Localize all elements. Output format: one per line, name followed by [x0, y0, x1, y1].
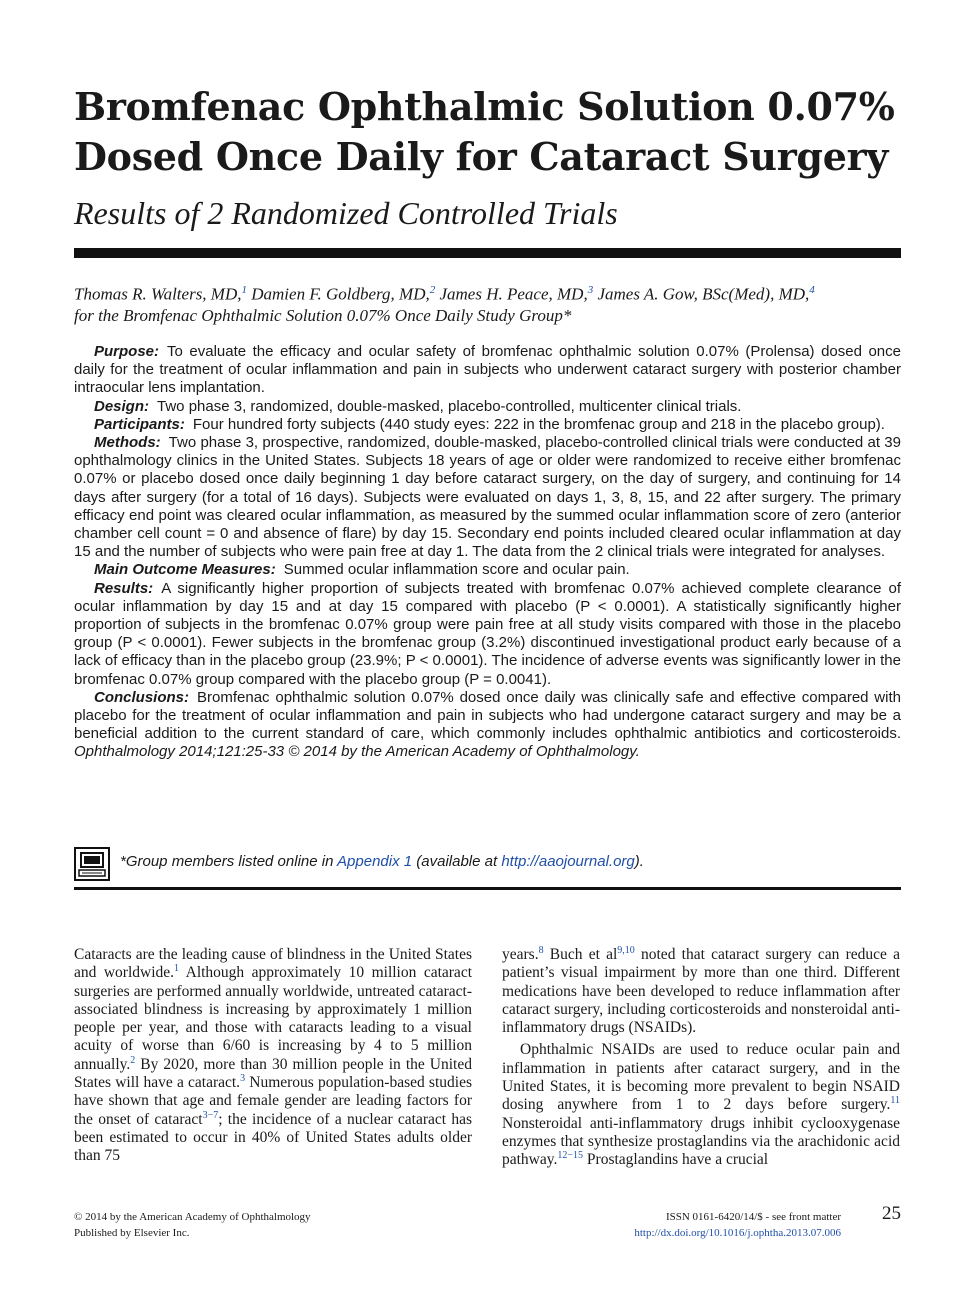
note-text: (available at — [412, 853, 502, 870]
page-number: 25 — [882, 1203, 901, 1224]
reference-link[interactable]: 11 — [890, 1095, 900, 1107]
body-text: years. — [502, 946, 539, 963]
abstract-results — [74, 580, 901, 689]
computer-icon — [74, 847, 110, 881]
affiliation-ref[interactable]: 1 — [241, 284, 247, 296]
body-text: noted that cataract surgery can reduce a patient’s visual impairment by more than one third. Different medications have been developed to reduce inflammation after cataract surgery, including corticosteroids and nonsteroidal anti-inflammatory drugs (NSAIDs). — [502, 946, 900, 1037]
author-list — [74, 280, 901, 326]
issn-notice: ISSN 0161-6420/14/$ - see front matter — [665, 1211, 841, 1223]
section-label: Main Outcome Measures: — [94, 561, 276, 579]
reference-link[interactable]: 12−15 — [557, 1150, 584, 1162]
abstract-methods — [74, 434, 901, 561]
title-line-1: Bromfenac Ophthalmic Solution 0.07% — [74, 84, 895, 129]
journal-citation: Ophthalmology 2014;121:25-33 © 2014 by the American Academy of Ophthalmology. — [74, 743, 640, 761]
title-divider — [74, 248, 901, 258]
body-column-left — [74, 946, 472, 1166]
abstract-outcome — [74, 561, 901, 579]
body-text: Nonsteroidal anti-inflammatory drugs inhibit cyclooxygenase enzymes that synthesize prostaglandins via the arachidonic acid pathway. — [502, 1114, 900, 1169]
publisher-notice: Published by Elsevier Inc. — [74, 1227, 190, 1239]
article-subtitle: Results of 2 Randomized Controlled Trials — [74, 195, 618, 231]
abstract-purpose — [74, 343, 901, 398]
reference-link[interactable]: 8 — [538, 944, 544, 956]
author-name: James H. Peace, MD, — [435, 284, 588, 304]
section-text: Two phase 3, prospective, randomized, double-masked, placebo-controlled clinical trials were conducted at 39 ophthalmology clinics in the United States. Subjects 18 years of age or older were randomized to receive either bromfenac 0.07% or placebo dosed once daily beginning 1 day before cataract surgery, on the day of surgery, and continuing for 14 days after surgery (for a total of 16 days). Subjects were evaluated on days 1, 3, 8, 15, and 22 after surgery. The primary efficacy end point was cleared ocular inflammation, as measured by the summed ocular inflammation score of zero (anterior chamber cell count = 0 and absence of flare) by day 15. Secondary end points included cleared ocular inflammation at day 15 and the number of subjects who were pain free at day 1. The data from the 2 clinical trials were integrated for analyses. — [74, 434, 901, 561]
body-text: ; the incidence of a nuclear cataract has been estimated to occur in 40% of United States adults older than 75 — [74, 1110, 472, 1165]
section-label: Design: — [94, 397, 150, 415]
section-text: Two phase 3, randomized, double-masked, placebo-controlled, multicenter clinical trials. — [157, 397, 742, 415]
affiliation-ref[interactable]: 3 — [587, 284, 594, 296]
author-line — [74, 280, 901, 305]
reference-link[interactable]: 3 — [240, 1072, 246, 1084]
reference-link[interactable]: 1 — [174, 963, 180, 975]
group-note-text — [120, 853, 644, 870]
author-name: Damien F. Goldberg, MD, — [247, 284, 430, 304]
note-text: ). — [634, 853, 644, 870]
affiliation-ref[interactable]: 4 — [809, 284, 815, 296]
section-label: Methods: — [94, 434, 161, 452]
body-text: By 2020, more than 30 million people in the United States will have a cataract. — [74, 1055, 472, 1092]
author-name: Thomas R. Walters, MD, — [74, 284, 242, 304]
copyright-notice: © 2014 by the American Academy of Ophthalmology — [74, 1211, 311, 1223]
body-paragraph — [502, 1041, 900, 1169]
study-group: for the Bromfenac Ophthalmic Solution 0.07% Once Daily Study Group* — [74, 305, 572, 325]
footer-left — [74, 1209, 311, 1241]
journal-url-link[interactable]: http://aaojournal.org — [501, 853, 635, 870]
appendix-link[interactable]: Appendix 1 — [337, 853, 413, 870]
affiliation-ref[interactable]: 2 — [429, 284, 436, 296]
body-text: Prostaglandins have a crucial — [583, 1151, 769, 1169]
body-text: Buch et al — [543, 946, 618, 963]
body-text: Ophthalmic NSAIDs are used to reduce ocular pain and inflammation in patients after cataract surgery, and in the United States, it is becoming more prevalent to begin NSAID dosing anywhere from 1 to 2 days before surgery. — [502, 1041, 900, 1114]
body-text: Although approximately 10 million cataract surgeries are performed annually worldwide, untreated cataract-associated blindness is increasing by approximately 1 million people per year, and those with cataracts leading to a visual acuity of worse than 6/60 is increasing by 4 to 5 million annually. — [74, 964, 473, 1073]
section-label: Participants: — [94, 415, 185, 433]
reference-link[interactable]: 2 — [130, 1054, 136, 1066]
note-text: *Group members listed online in — [120, 853, 338, 870]
title-line-2: Dosed Once Daily for Cataract Surgery — [74, 134, 889, 179]
abstract-participants — [74, 416, 901, 434]
abstract — [74, 343, 901, 762]
section-text: A significantly higher proportion of subjects treated with bromfenac 0.07% achieved complete clearance of ocular inflammation by day 15 and at day 15 compared with placebo (P < 0.0001). A statistically significantly higher proportion of subjects in the bromfenac 0.07% group were pain free at all study visits compared with those in the placebo group (P < 0.0001). Fewer subjects in the bromfenac group (3.2%) discontinued investigational product early because of a lack of efficacy than in the placebo group (23.9%; P < 0.0001). The incidence of adverse events was significantly lower in the bromfenac 0.07% group compared with the placebo group (P = 0.0041). — [74, 579, 901, 688]
reference-link[interactable]: 3−7 — [202, 1109, 219, 1121]
section-label: Purpose: — [94, 343, 160, 360]
body-paragraph — [74, 946, 472, 1166]
body-paragraph — [502, 946, 900, 1037]
section-text: To evaluate the efficacy and ocular safety of bromfenac ophthalmic solution 0.07% (Prolensa) dosed once daily for the treatment of ocular inflammation and pain in subjects who underwent cataract surgery with posterior chamber intraocular lens implantation. — [74, 343, 901, 397]
doi-link[interactable]: http://dx.doi.org/10.1016/j.ophtha.2013.07.006 — [634, 1227, 841, 1239]
abstract-design — [74, 398, 901, 416]
section-label: Results: — [94, 579, 154, 597]
reference-link[interactable]: 9,10 — [617, 944, 635, 956]
section-text: Summed ocular inflammation score and ocular pain. — [283, 561, 630, 579]
abstract-divider — [74, 887, 901, 890]
section-text: Four hundred forty subjects (440 study eyes: 222 in the bromfenac group and 218 in the placebo group). — [192, 415, 885, 433]
group-note — [74, 847, 901, 881]
section-label: Conclusions: — [94, 688, 190, 706]
abstract-conclusions — [74, 689, 901, 762]
body-text: Cataracts are the leading cause of blindness in the United States and worldwide. — [74, 946, 472, 982]
section-text: Bromfenac ophthalmic solution 0.07% dosed once daily was clinically safe and effective compared with placebo for the treatment of ocular inflammation and pain in subjects who had undergone cataract surgery and may be a beneficial addition to the current standard of care, which commonly includes ophthalmic antibiotics and corticosteroids. — [74, 688, 901, 743]
body-text: Numerous population-based studies have shown that age and female gender are leading factors for the onset of cataract — [74, 1074, 472, 1128]
article-title — [74, 82, 901, 182]
author-name: James A. Gow, BSc(Med), MD, — [593, 284, 810, 304]
body-column-right — [502, 946, 900, 1170]
footer-right — [634, 1209, 841, 1241]
